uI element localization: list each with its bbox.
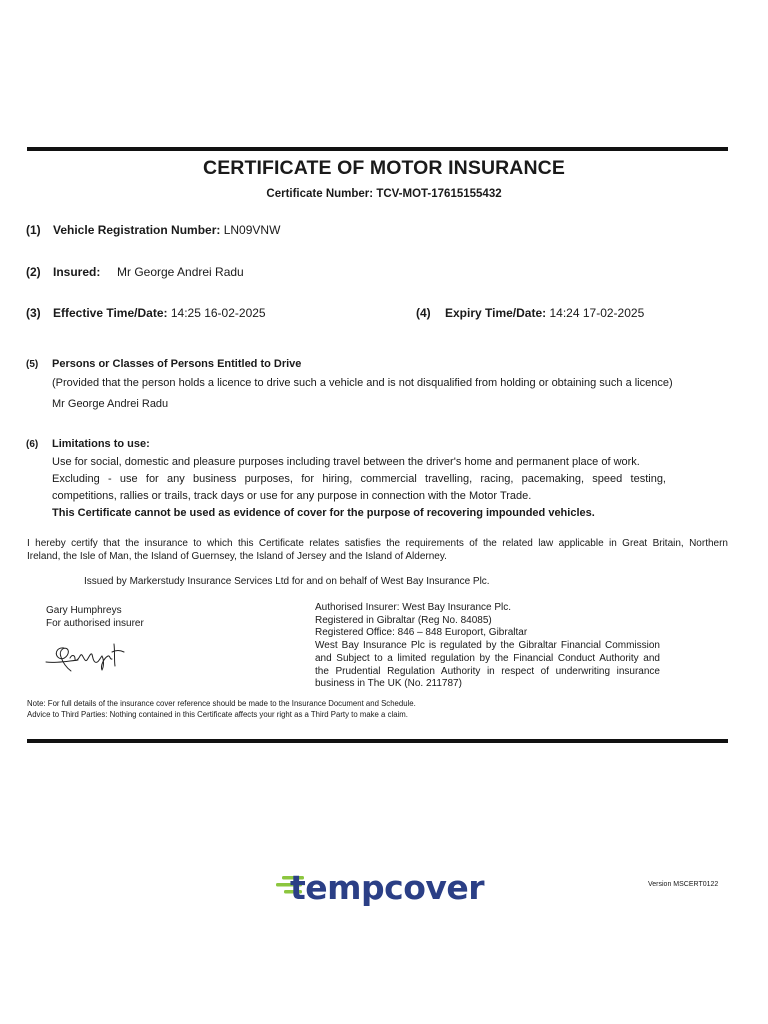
insurer-line-5: and Subject to a limited regulation by the Financial Conduct Authority and bbox=[315, 652, 660, 664]
item-6-number: (6) bbox=[26, 439, 39, 450]
insurer-line-3: Registered Office: 846 – 848 Europort, Gibraltar bbox=[315, 627, 528, 639]
top-divider bbox=[27, 147, 728, 151]
limitations-line-1: Use for social, domestic and pleasure purposes including travel between the driver's home and permanent place of work. bbox=[52, 456, 640, 468]
vehicle-registration-row bbox=[53, 223, 280, 237]
insured-value: Mr George Andrei Radu bbox=[117, 265, 244, 279]
limitations-line-2: Excluding - use for any business purposes, for hiring, commercial travelling, racing, pacemaking, speed testing, bbox=[52, 473, 666, 485]
certificate-number-label: Certificate Number: bbox=[266, 188, 374, 200]
certification-line-1: I hereby certify that the insurance to which this Certificate relates satisfies the requirements of the related law applicable in Great Britain, Northern bbox=[27, 538, 728, 549]
insurer-line-6: the Prudential Regulation Authority in respect of underwriting insurance bbox=[315, 665, 660, 677]
insurer-details bbox=[315, 602, 660, 691]
signatory-block bbox=[46, 604, 144, 630]
item-1-number: (1) bbox=[26, 223, 41, 237]
certificate-number bbox=[0, 188, 768, 200]
notes bbox=[27, 699, 728, 720]
item-3-number: (3) bbox=[26, 306, 41, 320]
limitations-line-3: competitions, rallies or trails, track days or use for any purpose in connection with the Motor Trade. bbox=[52, 490, 532, 502]
item-2-number: (2) bbox=[26, 265, 41, 279]
limitations-heading: Limitations to use: bbox=[52, 438, 150, 450]
version-label: Version MSCERT0122 bbox=[648, 881, 719, 888]
certificate-number-value: TCV-MOT-17615155432 bbox=[376, 188, 502, 200]
limitations-text bbox=[52, 454, 666, 522]
item-4-number: (4) bbox=[416, 306, 431, 320]
insurer-line-4: West Bay Insurance Plc is regulated by the Gibraltar Financial Commission bbox=[315, 640, 660, 652]
drivers-proviso: (Provided that the person holds a licence to drive such a vehicle and is not disqualified from holding or obtaining such a licence) bbox=[52, 377, 673, 389]
advice-line: Advice to Third Parties: Nothing contained in this Certificate affects your right as a Third Party to make a claim. bbox=[27, 709, 408, 719]
vehicle-registration-value: LN09VNW bbox=[223, 223, 281, 237]
signatory-role: For authorised insurer bbox=[46, 618, 144, 629]
vehicle-registration-label: Vehicle Registration Number: bbox=[53, 223, 221, 237]
page-title: CERTIFICATE OF MOTOR INSURANCE bbox=[203, 157, 565, 179]
signature-image bbox=[42, 638, 128, 678]
insurer-line-1: Authorised Insurer: West Bay Insurance Plc. bbox=[315, 602, 512, 613]
expiry-label: Expiry Time/Date: bbox=[445, 306, 547, 320]
logo-wordmark: tempcover bbox=[290, 868, 485, 907]
note-line: Note: For full details of the insurance cover reference should be made to the Insurance Document and Schedule. bbox=[27, 699, 416, 708]
insurer-line-2: Registered in Gibraltar (Reg No. 84085) bbox=[315, 614, 492, 626]
item-5-number: (5) bbox=[26, 359, 39, 370]
insured-label: Insured: bbox=[53, 265, 101, 279]
effective-row bbox=[53, 306, 266, 320]
issued-by: Issued by Markerstudy Insurance Services Ltd for and on behalf of West Bay Insurance Plc. bbox=[84, 576, 490, 587]
certification-line-2: Ireland, the Isle of Man, the Island of Guernsey, the Island of Jersey and the Island of Alderney. bbox=[27, 551, 447, 562]
effective-label: Effective Time/Date: bbox=[53, 306, 168, 320]
effective-value: 14:25 16-02-2025 bbox=[170, 306, 266, 320]
expiry-row bbox=[445, 306, 644, 320]
certification-statement bbox=[27, 537, 728, 563]
drivers-heading: Persons or Classes of Persons Entitled to Drive bbox=[52, 358, 302, 370]
limitations-warning: This Certificate cannot be used as evidence of cover for the purpose of recovering impounded vehicles. bbox=[52, 507, 595, 519]
drivers-name: Mr George Andrei Radu bbox=[52, 398, 169, 410]
tempcover-logo bbox=[276, 868, 485, 912]
insurer-line-7: business in The UK (No. 211787) bbox=[315, 678, 462, 690]
expiry-value: 14:24 17-02-2025 bbox=[549, 306, 645, 320]
bottom-divider bbox=[27, 739, 728, 743]
signatory-name: Gary Humphreys bbox=[46, 605, 122, 616]
